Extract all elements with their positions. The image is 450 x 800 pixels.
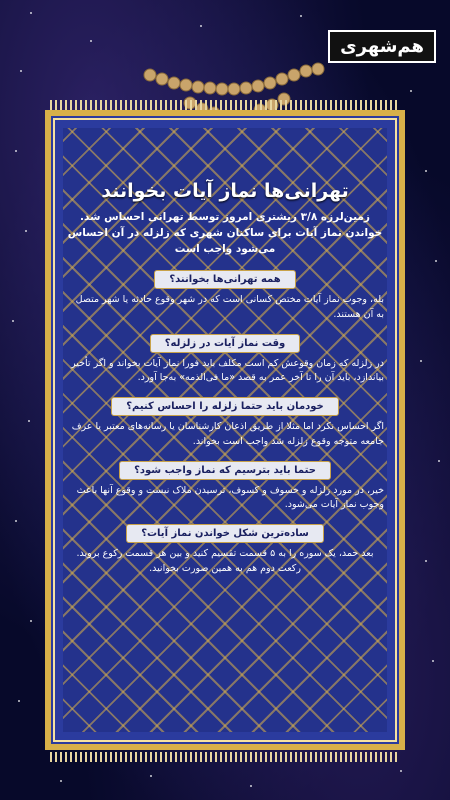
- question: خودمان باید حتما زلزله را احساس کنیم؟: [111, 397, 339, 416]
- newspaper-logo: هم‌شهری: [328, 30, 436, 63]
- question: ساده‌ترین شکل خواندن نماز آیات؟: [126, 524, 324, 543]
- qa-item: [60, 331, 390, 386]
- headline: تهرانی‌ها نماز آیات بخوانند: [101, 180, 349, 202]
- answer: بعد حمد، یک سوره را به ۵ قسمت تقسیم کنید و بین هر قسمت رکوع بروید. رکعت دوم هم به همین صورت بخوانید.: [76, 548, 374, 574]
- rug-fringe-top: [50, 100, 400, 110]
- qa-item: [60, 267, 390, 322]
- rug-fringe-bottom: [50, 752, 400, 762]
- question: حتما باید بترسیم که نماز واجب شود؟: [119, 461, 331, 480]
- answer: اگر احساس نکرد اما مثلا از طریق اذعان کارشناسان یا رسانه‌های معتبر یا عرف جامعه متوجه وقوع زلزله شد واجب است بخواند.: [71, 421, 384, 447]
- qa-item: [60, 458, 390, 513]
- answer: در زلزله که زمان وقوعش کم است مکلف باید فورا نماز آیات بخواند و اگر تأخیر بیاندازد، باید آن را تا آخر عمر به قصد «ما فی‌الذمه» به‌جا آورد.: [71, 357, 384, 384]
- question: همه تهرانی‌ها بخوانند؟: [154, 270, 295, 289]
- question: وقت نماز آیات در زلزله؟: [150, 334, 300, 353]
- answer: بله، وجوب نماز آیات مختص کسانی است که در شهر وقوع حادثه یا شهر متصل به آن هستند.: [75, 294, 384, 320]
- qa-item: [60, 394, 390, 449]
- article: [60, 180, 390, 584]
- intro-text: زمین‌لرزه ۳/۸ ریشتری امروز توسط تهرانی احساس شد. خواندن نماز آیات برای ساکنان شهری که زلزله در آن احساس می‌شود واجب است: [67, 211, 383, 255]
- qa-item: [60, 521, 390, 576]
- answer: خیر، در مورد زلزله و خسوف و کسوف، ترسیدن ملاک نیست و وقوع آنها باعث وجوب نماز آیات می‌شود.: [76, 484, 384, 511]
